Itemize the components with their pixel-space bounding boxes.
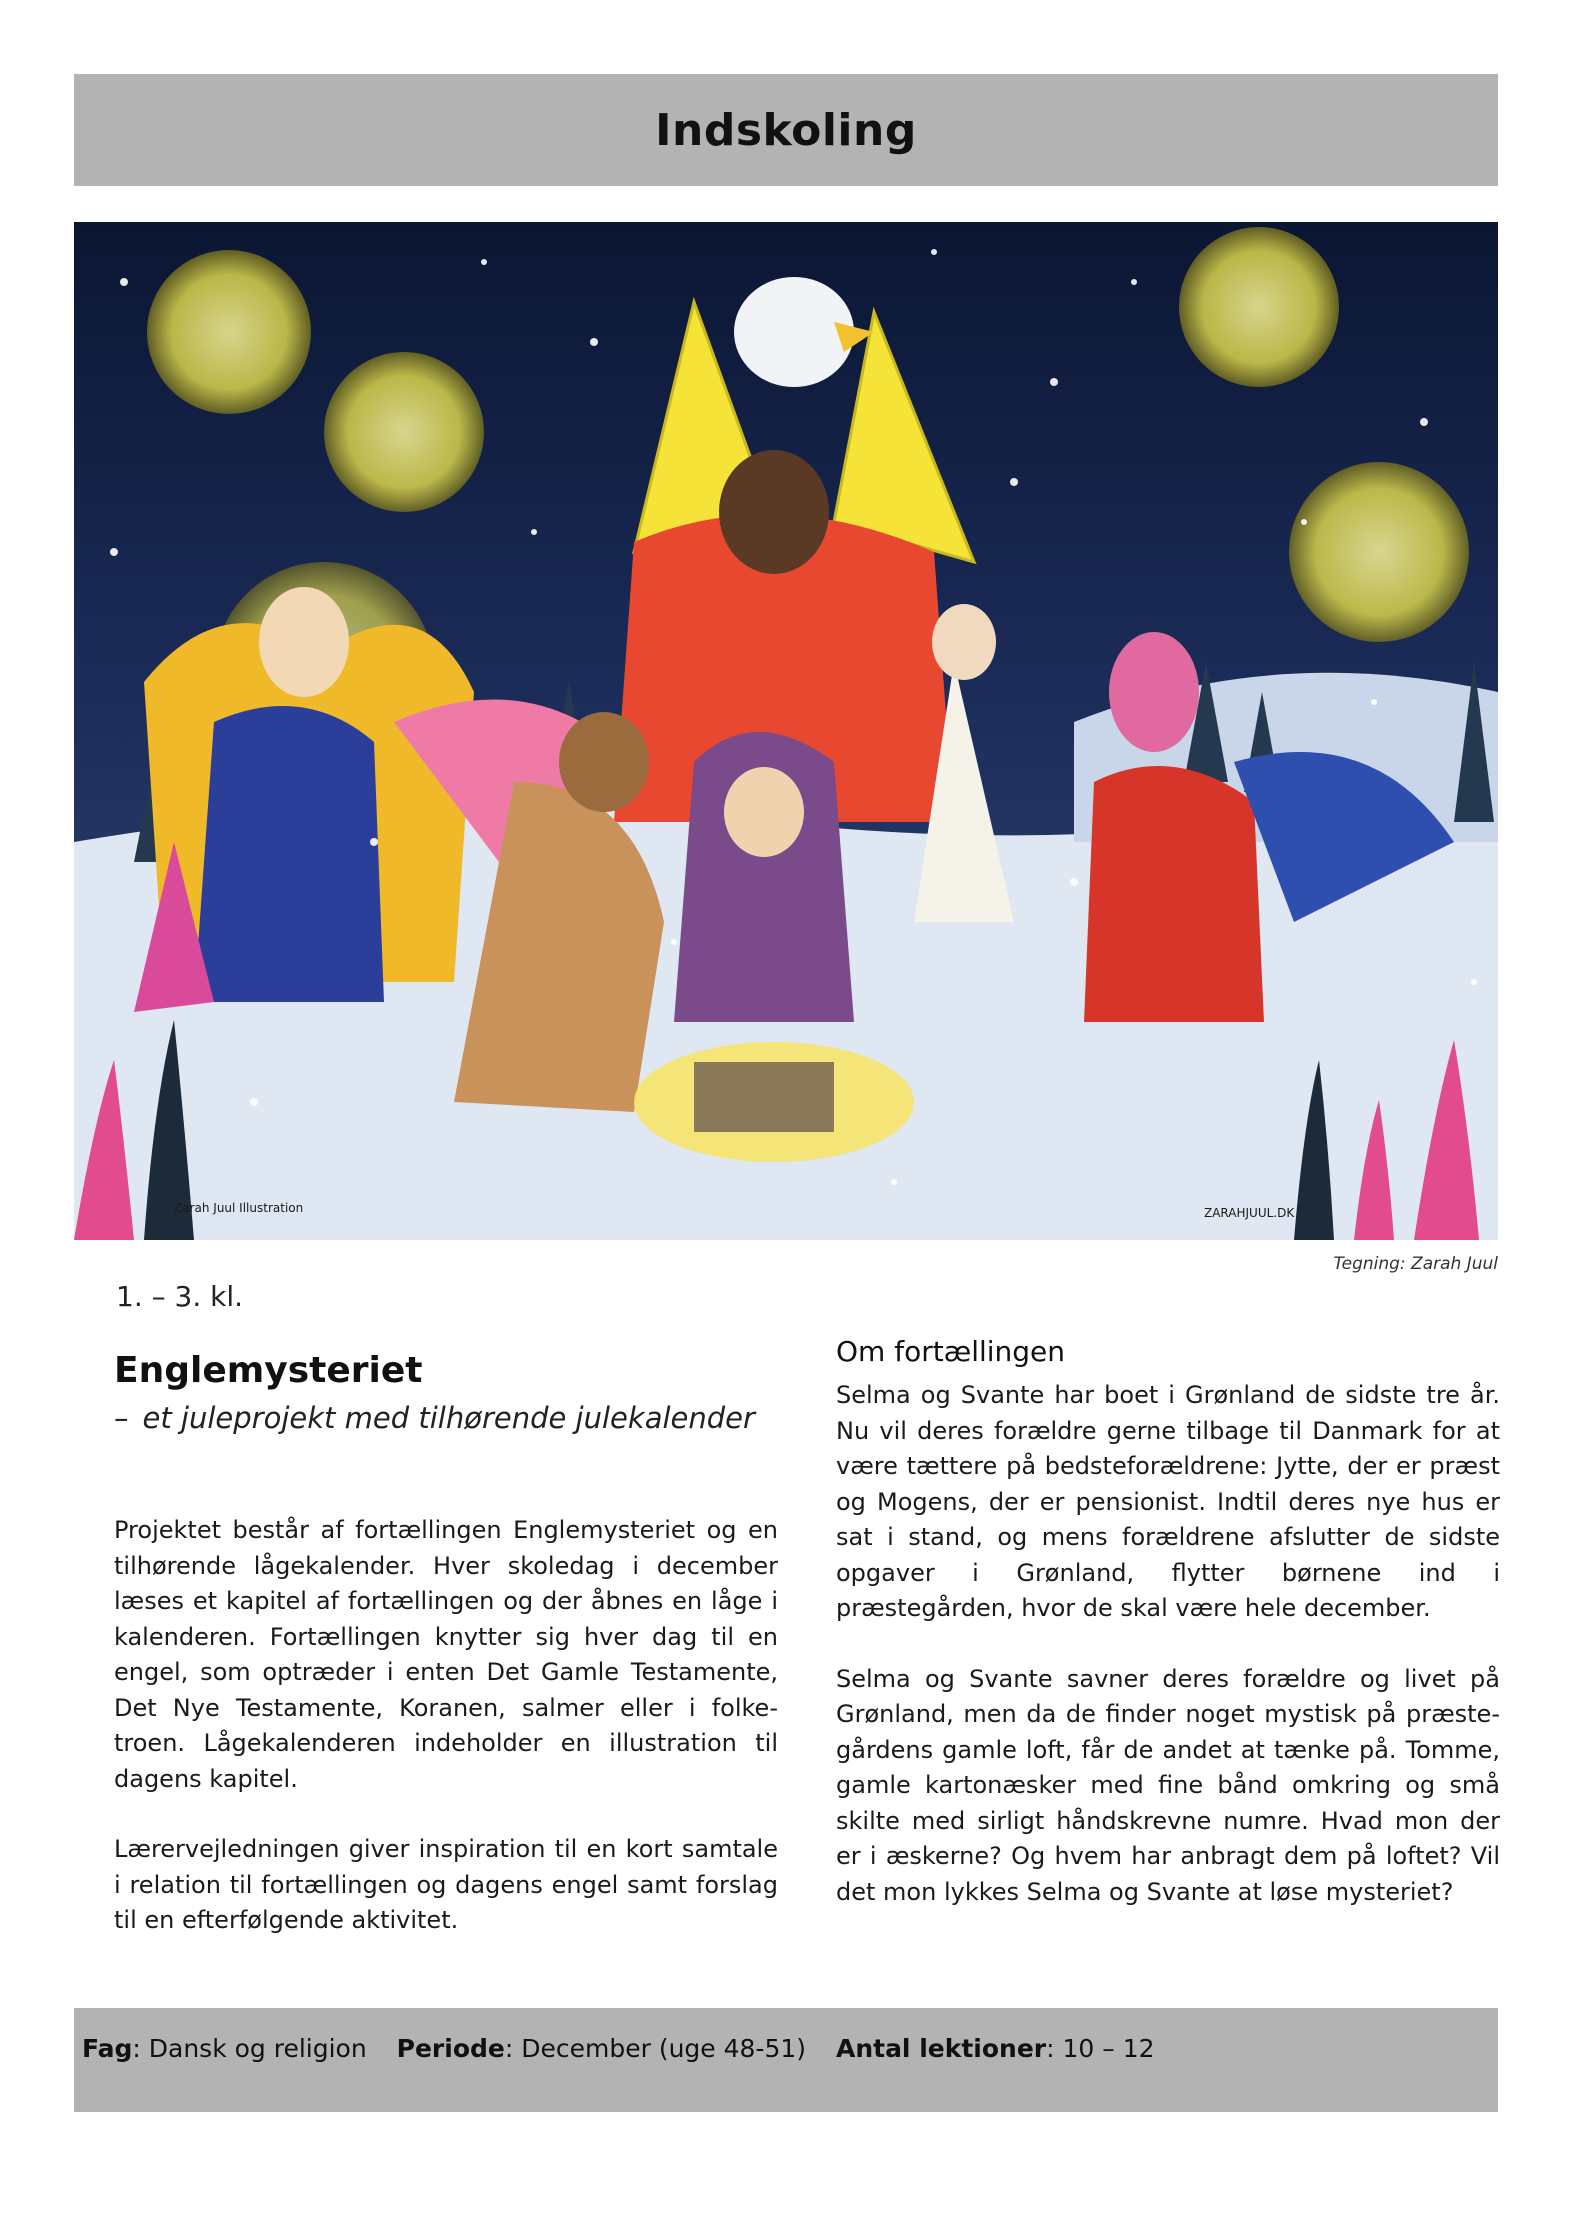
periode-label: Periode	[396, 2034, 505, 2063]
periode-value: December (uge 48-51)	[521, 2034, 807, 2063]
footer-info	[82, 2034, 1177, 2063]
page-title: Indskoling	[655, 104, 917, 156]
header-band	[74, 74, 1498, 186]
guide-paragraph: Lærervejledningen giver inspiration til en kort samtale i relation til fortællingen og dagens engel samt forslag til en efterfølgende aktivitet.	[114, 1835, 778, 1934]
signature-left: Zarah Juul Illustration	[174, 1201, 304, 1215]
fag-label: Fag	[82, 2034, 133, 2063]
fag-value: Dansk og religion	[148, 2034, 367, 2063]
footer-band	[74, 2008, 1498, 2112]
section-heading-story: Om fortællingen	[836, 1335, 1066, 1368]
signature-right: ZARAHJUUL.DK	[1204, 1206, 1295, 1220]
footer-periode: Periode: December (uge 48-51)	[396, 2034, 807, 2063]
story-paragraph-1: Selma og Svante har boet i Grønland de sidste tre år. Nu vil deres forældre gerne tilbage til Danmark for at være tættere på bedsteforældrene: Jytte, der er præst og Mogens, der er pensionist. Indtil deres nye hus er sat i stand, og mens forældrene afslutter de sidste opgaver i Grønland, flytter børnene ind i præstegården, hvor de skal være hele december.	[836, 1381, 1500, 1622]
illustration-credit: Tegning: Zarah Juul	[1333, 1254, 1498, 1274]
antal-label: Antal lektioner	[835, 2034, 1047, 2063]
grade-level: 1. – 3. kl.	[116, 1280, 244, 1313]
story-paragraph-2: Selma og Svante savner deres forældre og livet på Grønland, men da de finder noget mystisk på præstegårdens gamle loft, får de andet at tænke på. Tomme, gamle kartonæsker med fine bånd omkring og små skilte med sirligt håndskrevne numre. Hvad mon der er i æskerne? Og hvem har anbragt dem på loftet? Vil det mon lykkes Selma og Svante at løse mysteriet?	[836, 1664, 1500, 1906]
illustration-angels	[74, 222, 1498, 1240]
left-column	[114, 1350, 778, 1974]
intro-paragraph: Projektet består af fortællingen Englemysteriet og en tilhørende lågekalender. Hver skoledag i december læses et kapitel af fortællingen og der åbnes en låge i kalenderen. Fortællingen knytter sig hver dag til en engel, som optræder i enten Det Gamle Testamente, Det Nye Testamente, Koranen, salmer eller i folketroen. Lågekalenderen indeholder en illustration til dagens kapitel.	[114, 1516, 778, 1793]
antal-value: 10 – 12	[1062, 2034, 1155, 2063]
right-column	[836, 1335, 1500, 1945]
footer-antal: Antal lektioner: 10 – 12	[835, 2034, 1155, 2063]
story-title: Englemysteriet	[114, 1350, 423, 1391]
footer-fag: Fag: Dansk og religion	[82, 2034, 367, 2063]
story-subtitle	[114, 1401, 778, 1435]
subtitle-dash: –	[114, 1401, 129, 1435]
subtitle-text: et juleprojekt med tilhørende julekalender	[142, 1401, 755, 1435]
